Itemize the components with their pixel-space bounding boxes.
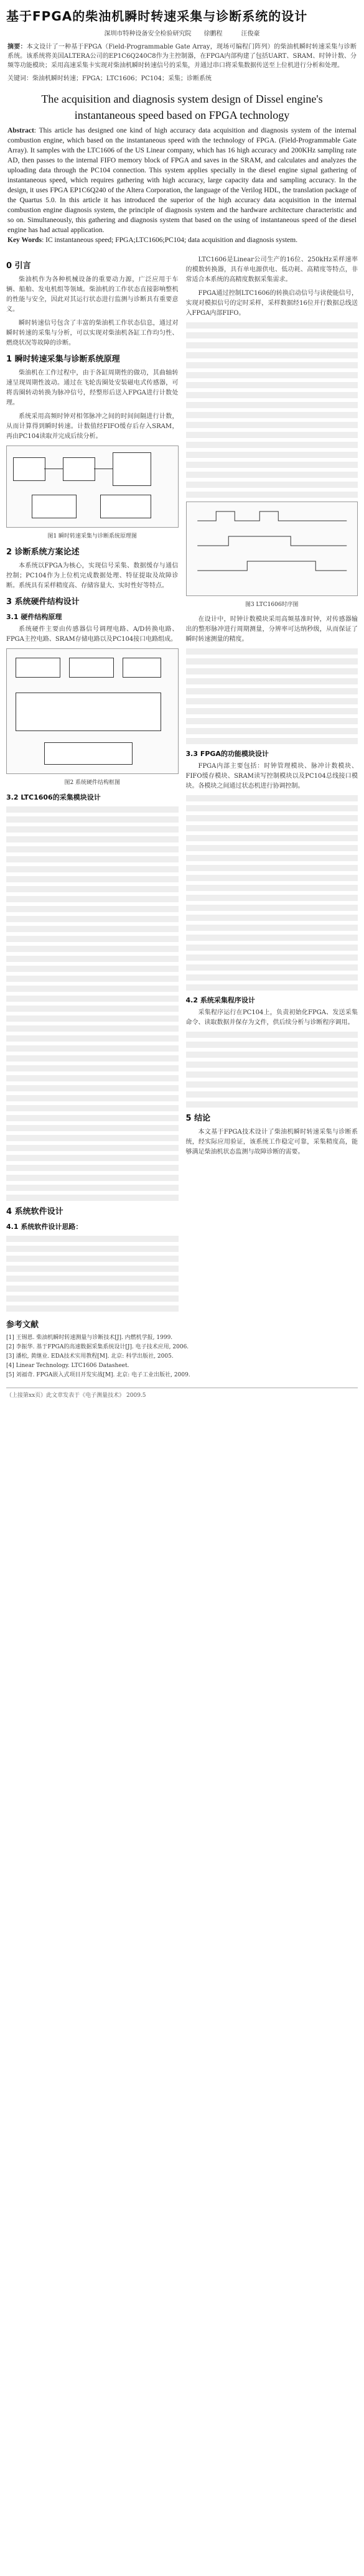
english-abstract	[7, 126, 357, 235]
reference-item: [2] 李振华. 基于FPGA的高速数据采集系统设计[J]. 电子技术应用, 2006.	[6, 1344, 189, 1350]
figure-3-timing-diagram	[186, 502, 358, 596]
timing-diagram-svg	[187, 502, 358, 595]
figure-2-diagram	[6, 648, 179, 774]
right-paragraph-5: 采集程序运行在PC104上，负责初始化FPGA、发送采集命令、读取数据并保存为文件，供后续分析与诊断程序调用。	[185, 1009, 358, 1026]
section-2-title: 2 诊断系统方案论述	[6, 548, 80, 557]
section-0-paragraph-1: 柴油机作为各种机械设备的重要动力源，广泛应用于车辆、船舶、发电机组等领域。柴油机的工作状态直接影响整机的性能与安全，因此对其运行状态进行监测与诊断具有重要意义。	[6, 276, 179, 313]
english-title	[4, 91, 360, 123]
fpga-core-block	[69, 658, 114, 678]
right-paragraph-4: FPGA内部主要包括：时钟管理模块、脉冲计数模块、FIFO缓存模块、SRAM读写控制模块以及PC104总线接口模块。各模块之间通过状态机进行协调控制。	[185, 763, 358, 790]
adc-block	[16, 658, 60, 678]
fpga-block	[113, 452, 151, 486]
section-1-paragraph-2: 系统采用高频时钟对相邻脉冲之间的时间间隔进行计数，从而计算得到瞬时转速。计数值经FIFO缓存后存入SRAM，再由PC104读取并完成后续分析。	[6, 413, 179, 440]
section-4-2-title: 4.2 系统采集程序设计	[185, 996, 255, 1004]
english-keywords-text: : IC instantaneous speed; FPGA;LTC1606;PC104; data acquisition and diagnosis system.	[42, 236, 298, 244]
engine-block	[32, 495, 77, 518]
english-title-line1: The acquisition and diagnosis system design of Dissel engine's	[41, 93, 323, 105]
section-4-1-title: 4.1 系统软件设计思路：	[6, 1223, 83, 1231]
right-paragraph-1: LTC1606是Linear公司生产的16位、250kHz采样速率的模数转换器，具有单电源供电、低功耗、高精度等特点，非常适合本系统的高精度数据采集需求。	[185, 256, 358, 283]
section-1-title: 1 瞬时转速采集与诊断系统原理	[6, 355, 120, 364]
shaping-block	[63, 457, 95, 481]
timing-waveform	[197, 511, 347, 521]
body-text-block	[186, 1032, 358, 1108]
pc104-block	[100, 495, 151, 518]
right-paragraph-2: FPGA通过控制LTC1606的转换启动信号与读使能信号，实现对模拟信号的定时采样，采样数据经16位并行数据总线送入FPGA内部FIFO。	[185, 290, 358, 317]
body-text-block	[186, 648, 358, 744]
section-0-title: 0 引言	[6, 261, 31, 271]
section-3-3-title: 3.3 FPGA的功能模块设计	[185, 750, 269, 758]
section-4-title: 4 系统软件设计	[6, 1207, 63, 1216]
references	[6, 1320, 358, 1380]
body-text-block	[186, 795, 358, 991]
body-text-block	[186, 322, 358, 498]
english-abstract-label: Abstract	[7, 127, 34, 134]
section-5-title: 5 结论	[185, 1114, 211, 1123]
section-1-paragraph-1: 柴油机在工作过程中，由于各缸周期性的做功，其曲轴转速呈现周期性波动。通过在飞轮齿圈处安装磁电式传感器，可将齿圈转动转换为脉冲信号，经整形后送入FPGA进行计数处理。	[6, 370, 179, 406]
right-paragraph-6: 本文基于FPGA技术设计了柴油机瞬时转速采集与诊断系统，经实际应用验证，该系统工作稳定可靠，采集精度高，能够满足柴油机状态监测与故障诊断的需要。	[185, 1129, 358, 1155]
section-2-paragraph-1: 本系统以FPGA为核心，实现信号采集、数据缓存与通信控制；PC104作为上位机完成数据处理、特征提取及故障诊断。系统具有采样精度高、存储容量大、实时性好等特点。	[6, 562, 179, 589]
english-title-line2: instantaneous speed based on FPGA technology	[74, 109, 290, 121]
english-abstract-text: : This article has designed one kind of high accuracy data acquisition and diagnosis system of the internal combustion engine, which based on the instantaneous speed with the technology of FPGA. (Field-Programmable Gate Array). It samples with the LTC1606 of the US Linear company, which has 16 high accuracy and 200KHz sampling rate AD, then passes to the internal FIFO memory block of FPGA and saves in the SRAM, and calculates and analyzes the uploading data through the PC104 connection. This system applies specially in the diesel engine signal gathering of instantaneous speed, which requires gathering with high accuracy, large capacity data and sampling accuracy. In the design, it uses FPGA EP1C6Q240 of the Altera Corporation, the language of the Verilog HDL, the translation package of the Quartus 5.0. In this article it has introduced the superior of the high accuracy data acquisition in the internal combustion engine diagnosis system, the principle of diagnosis system and the hardware architecture characteristic and so on. Simultaneously, this gathering and diagnosis system that based on the using of instantaneous speed of the diesel engine has had actual application.	[7, 127, 357, 234]
chinese-abstract-text: 本文设计了一种基于FPGA（Field-Programmable Gate Array，现场可编程门阵列）的柴油机瞬时转速采集与诊断系统。该系统将美国ALTERA公司的EP1C6Q240C8作为主控制器，在FPGA内部构建了包括UART、SRAM、时钟计数、分频等功能模块；采用高速采集卡实现对柴油机瞬时转速信号的采集，并通过串口将采集数据传送至上位机进行分析和处理。	[7, 44, 357, 69]
english-keywords-label: Key Words	[7, 236, 42, 244]
reference-item: [5] 刘福奇. FPGA嵌入式项目开发实战[M]. 北京: 电子工业出版社, 2009.	[6, 1372, 190, 1378]
section-3-2-title: 3.2 LTC1606的采集模块设计	[6, 793, 101, 801]
figure-1-diagram	[6, 446, 179, 528]
fpga-internal-block	[16, 693, 161, 731]
figure-1-caption: 图1 瞬时转速采集与诊断系统原理图	[47, 533, 138, 539]
reference-item: [4] Linear Technology. LTC1606 Datasheet.	[6, 1363, 129, 1369]
chinese-abstract	[7, 42, 357, 70]
page-footnote: （上接第xx页）此文章发表于《电子测量技术》 2009.5	[6, 1388, 358, 1399]
chinese-abstract-label: 摘要：	[7, 44, 27, 50]
timing-waveform	[197, 536, 347, 546]
sensor-block	[13, 457, 45, 481]
paper-authors: 深圳市特种设备安全检验研究院 徐鹏程 汪俊豪	[104, 30, 260, 37]
section-3-1-paragraph-1: 系统硬件主要由传感器信号调理电路、A/D转换电路、FPGA主控电路、SRAM存储电路以及PC104接口电路组成。	[6, 626, 179, 643]
reference-item: [1] 王锡恩. 柴油机瞬时转速测量与诊断技术[J]. 内燃机学报, 1999.	[6, 1335, 173, 1341]
figure-2-caption: 图2 系统硬件结构框图	[64, 780, 121, 786]
body-text-block	[6, 806, 179, 1201]
body-text-block	[6, 1236, 179, 1312]
sram-block	[123, 658, 161, 678]
timing-waveform	[197, 561, 347, 571]
right-column	[186, 255, 358, 1315]
reference-item: [3] 潘松, 黄继业. EDA技术实用教程[M]. 北京: 科学出版社, 2005.	[6, 1353, 174, 1360]
left-column	[6, 255, 179, 1315]
body-columns	[4, 255, 360, 1315]
right-paragraph-3: 在设计中，时钟计数模块采用高频基准时钟，对传感器输出的整形脉冲进行周期测量，分辨率可达纳秒级，从而保证了瞬时转速测量的精度。	[185, 616, 358, 643]
section-3-title: 3 系统硬件结构设计	[6, 597, 80, 607]
references-title: 参考文献	[6, 1320, 39, 1330]
section-0-paragraph-2: 瞬时转速信号包含了丰富的柴油机工作状态信息，通过对瞬时转速的采集与分析，可以实现对柴油机各缸工作均匀性、燃烧状况等故障的诊断。	[6, 320, 179, 347]
figure-3-caption: 图3 LTC1606时序图	[245, 602, 299, 608]
paper-title: 基于FPGA的柴油机瞬时转速采集与诊断系统的设计	[6, 9, 308, 24]
section-3-1-title: 3.1 硬件结构原理	[6, 613, 62, 621]
chinese-keywords: 关键词：柴油机瞬时转速；FPGA；LTC1606；PC104；采集；诊断系统	[7, 75, 212, 82]
english-keywords	[7, 236, 357, 244]
pc104-bus-block	[44, 742, 133, 765]
